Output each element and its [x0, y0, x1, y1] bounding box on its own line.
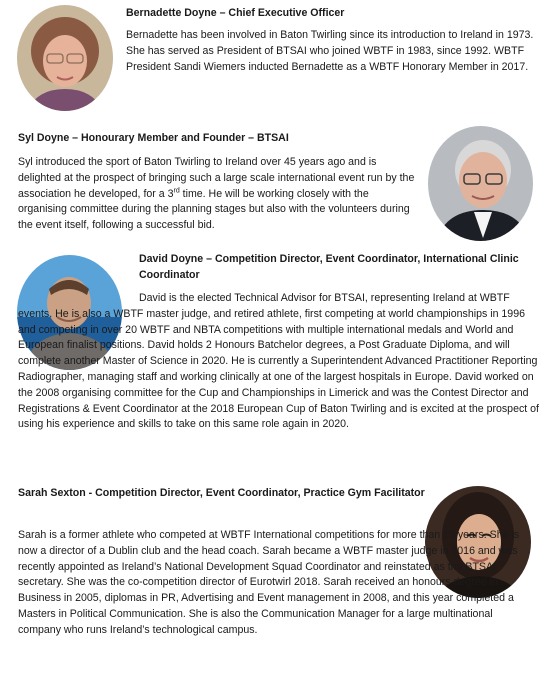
bernadette-paragraph: Bernadette has been involved in Baton Twirling since its introduction to Ireland in 1973. She has served as President of BTSAI who joined WBTF in 1983, since 1992. WBTF President Sandi Wiemers inducted Bernadette as a WBTF Honorary Member in 2017.: [126, 29, 534, 73]
david-heading: David Doyne – Competition Director, Event Coordinator, International Clinic Coordinator: [139, 253, 519, 281]
syl-photo: [428, 126, 533, 241]
syl-paragraph: [18, 155, 418, 234]
bernadette-photo: [17, 5, 113, 111]
syl-paragraph-superscript: rd: [173, 187, 180, 195]
sarah-heading: Sarah Sexton - Competition Director, Event Coordinator, Practice Gym Facilitator: [18, 487, 425, 499]
sarah-paragraph: Sarah is a former athlete who competed at WBTF International competitions for more than 15 years. She is now a director of a Dublin club and the head coach. Sarah became a WBTF master judge in 2016 and was recently appointed as Ireland’s National Development Squad Coordinator and reinstated as the BTSAI secretary. She was the co-competition director of Eurotwirl 2018. Sarah received an honours degree in Business in 2005, diplomas in PR, Advertising and Event management in 2008, and this year completed a Masters in Political Communication. She is also the Communication Manager for a large multinational company who runs Ireland’s technological campus.: [18, 529, 520, 636]
david-paragraph: David is the elected Technical Advisor for BTSAI, representing Ireland at WBTF events. He is also a WBTF master judge, and retired athlete, first competing at world championships in 1996 and competing in over 20 WBTF and NBTA competitions with multiple international medals and World and European finalist positions. David holds 2 Honours Batchelor degrees, a Post Graduate Diploma, and will complete another Master of Science in 2020. He is currently a Superintendent Advanced Practitioner Reporting Radiographer, managing staff and working clinically at one of the largest hospitals in Europe. David worked on the 2008 organising committee for the Cup and Championships in Limerick and was the Contest Director and Registrations & Event Coordinator at the 2018 European Cup of Baton Twirling and is excited at the prospect of using his experience and skills to take on this same role again in 2020.: [18, 292, 539, 431]
bernadette-heading: Bernadette Doyne – Chief Executive Officer: [126, 7, 345, 19]
syl-paragraph-text: Syl introduced the sport of Baton Twirling to Ireland over 45 years ago and is delighted at the prospect of bringing such a large scale international event run by the association he developed, for a 3: [18, 156, 415, 200]
syl-heading: Syl Doyne – Honourary Member and Founder – BTSAI: [18, 132, 289, 144]
syl-paragraph-text-continued: time. He will be working closely with the organising committee during the planning stages but also with the volunteers during the event itself, following a successful bid.: [18, 187, 410, 232]
